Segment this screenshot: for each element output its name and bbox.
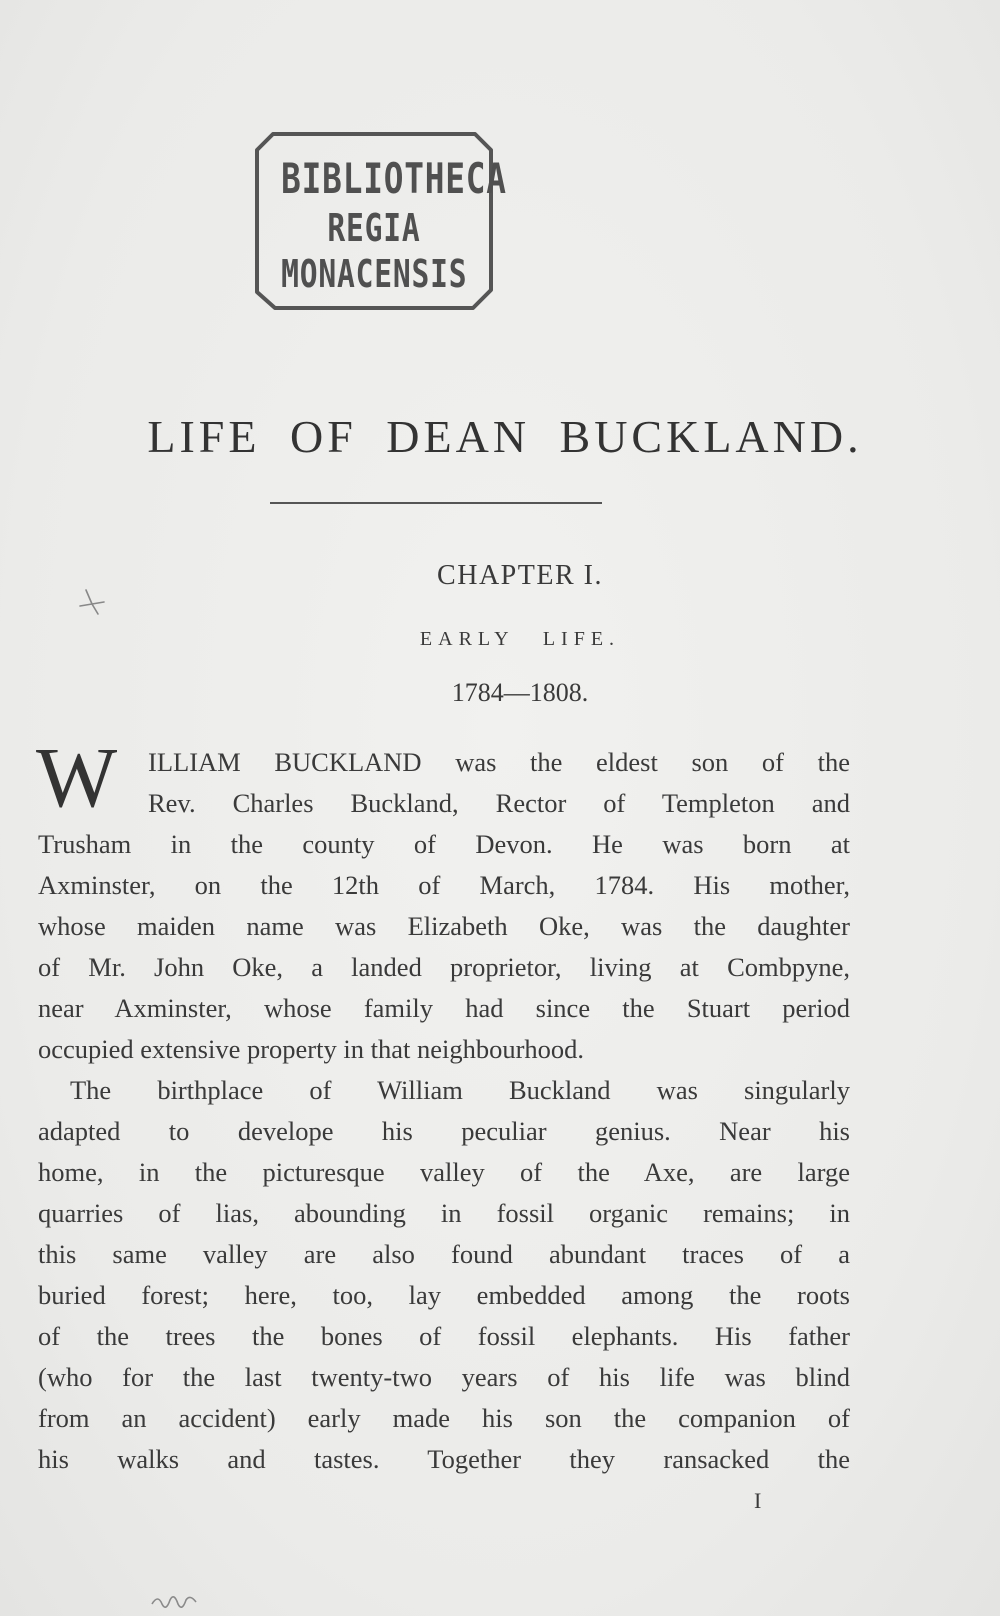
text-line: this same valley are also found abundant traces of a xyxy=(38,1239,850,1269)
stamp-line: BIBLIOTHECA xyxy=(281,154,507,203)
drop-cap: W xyxy=(36,729,118,825)
chapter-subheading: EARLY LIFE. xyxy=(419,628,621,650)
text-line: buried forest; here, too, lay embedded among the roots xyxy=(38,1280,850,1310)
text-line: quarries of lias, abounding in fossil organic remains; in xyxy=(38,1198,850,1228)
text-line: his walks and tastes. Together they ransacked the xyxy=(38,1444,850,1474)
text-line: from an accident) early made his son the companion of xyxy=(38,1403,850,1433)
text-line: whose maiden name was Elizabeth Oke, was the daughter xyxy=(38,911,850,941)
text-line: near Axminster, whose family had since the Stuart period xyxy=(38,993,850,1023)
text-line: of the trees the bones of fossil elephants. His father xyxy=(38,1321,850,1351)
text-line: home, in the picturesque valley of the Axe, are large xyxy=(38,1157,850,1187)
page-folio: I xyxy=(754,1488,762,1513)
paragraph-2 xyxy=(38,1070,850,1480)
text-line: (who for the last twenty-two years of his life was blind xyxy=(38,1362,850,1392)
text-line: ILLIAM BUCKLAND was the eldest son of the xyxy=(148,747,850,777)
text-line: adapted to develope his peculiar genius. Near his xyxy=(38,1116,850,1146)
text-line: Rev. Charles Buckland, Rector of Templeton and xyxy=(148,788,850,818)
title-rule xyxy=(270,502,602,504)
text-line: Trusham in the county of Devon. He was born at xyxy=(38,829,850,859)
book-title: LIFE OF DEAN BUCKLAND. xyxy=(147,411,863,462)
chapter-heading: CHAPTER I. xyxy=(437,560,603,591)
pencil-squiggle-icon xyxy=(150,1590,198,1612)
body-text xyxy=(36,729,850,1480)
pencil-mark-icon xyxy=(78,588,112,618)
chapter-years: 1784—1808. xyxy=(451,678,589,707)
stamp-line: REGIA xyxy=(327,206,421,250)
text-line: of Mr. John Oke, a landed proprietor, living at Combpyne, xyxy=(38,952,850,982)
text-line: occupied extensive property in that neighbourhood. xyxy=(38,1034,585,1064)
library-stamp xyxy=(255,132,507,310)
text-line: The birthplace of William Buckland was singularly xyxy=(70,1075,850,1105)
text-line: Axminster, on the 12th of March, 1784. His mother, xyxy=(38,870,850,900)
paragraph-1 xyxy=(36,729,850,1070)
stamp-line: MONACENSIS xyxy=(281,252,468,296)
